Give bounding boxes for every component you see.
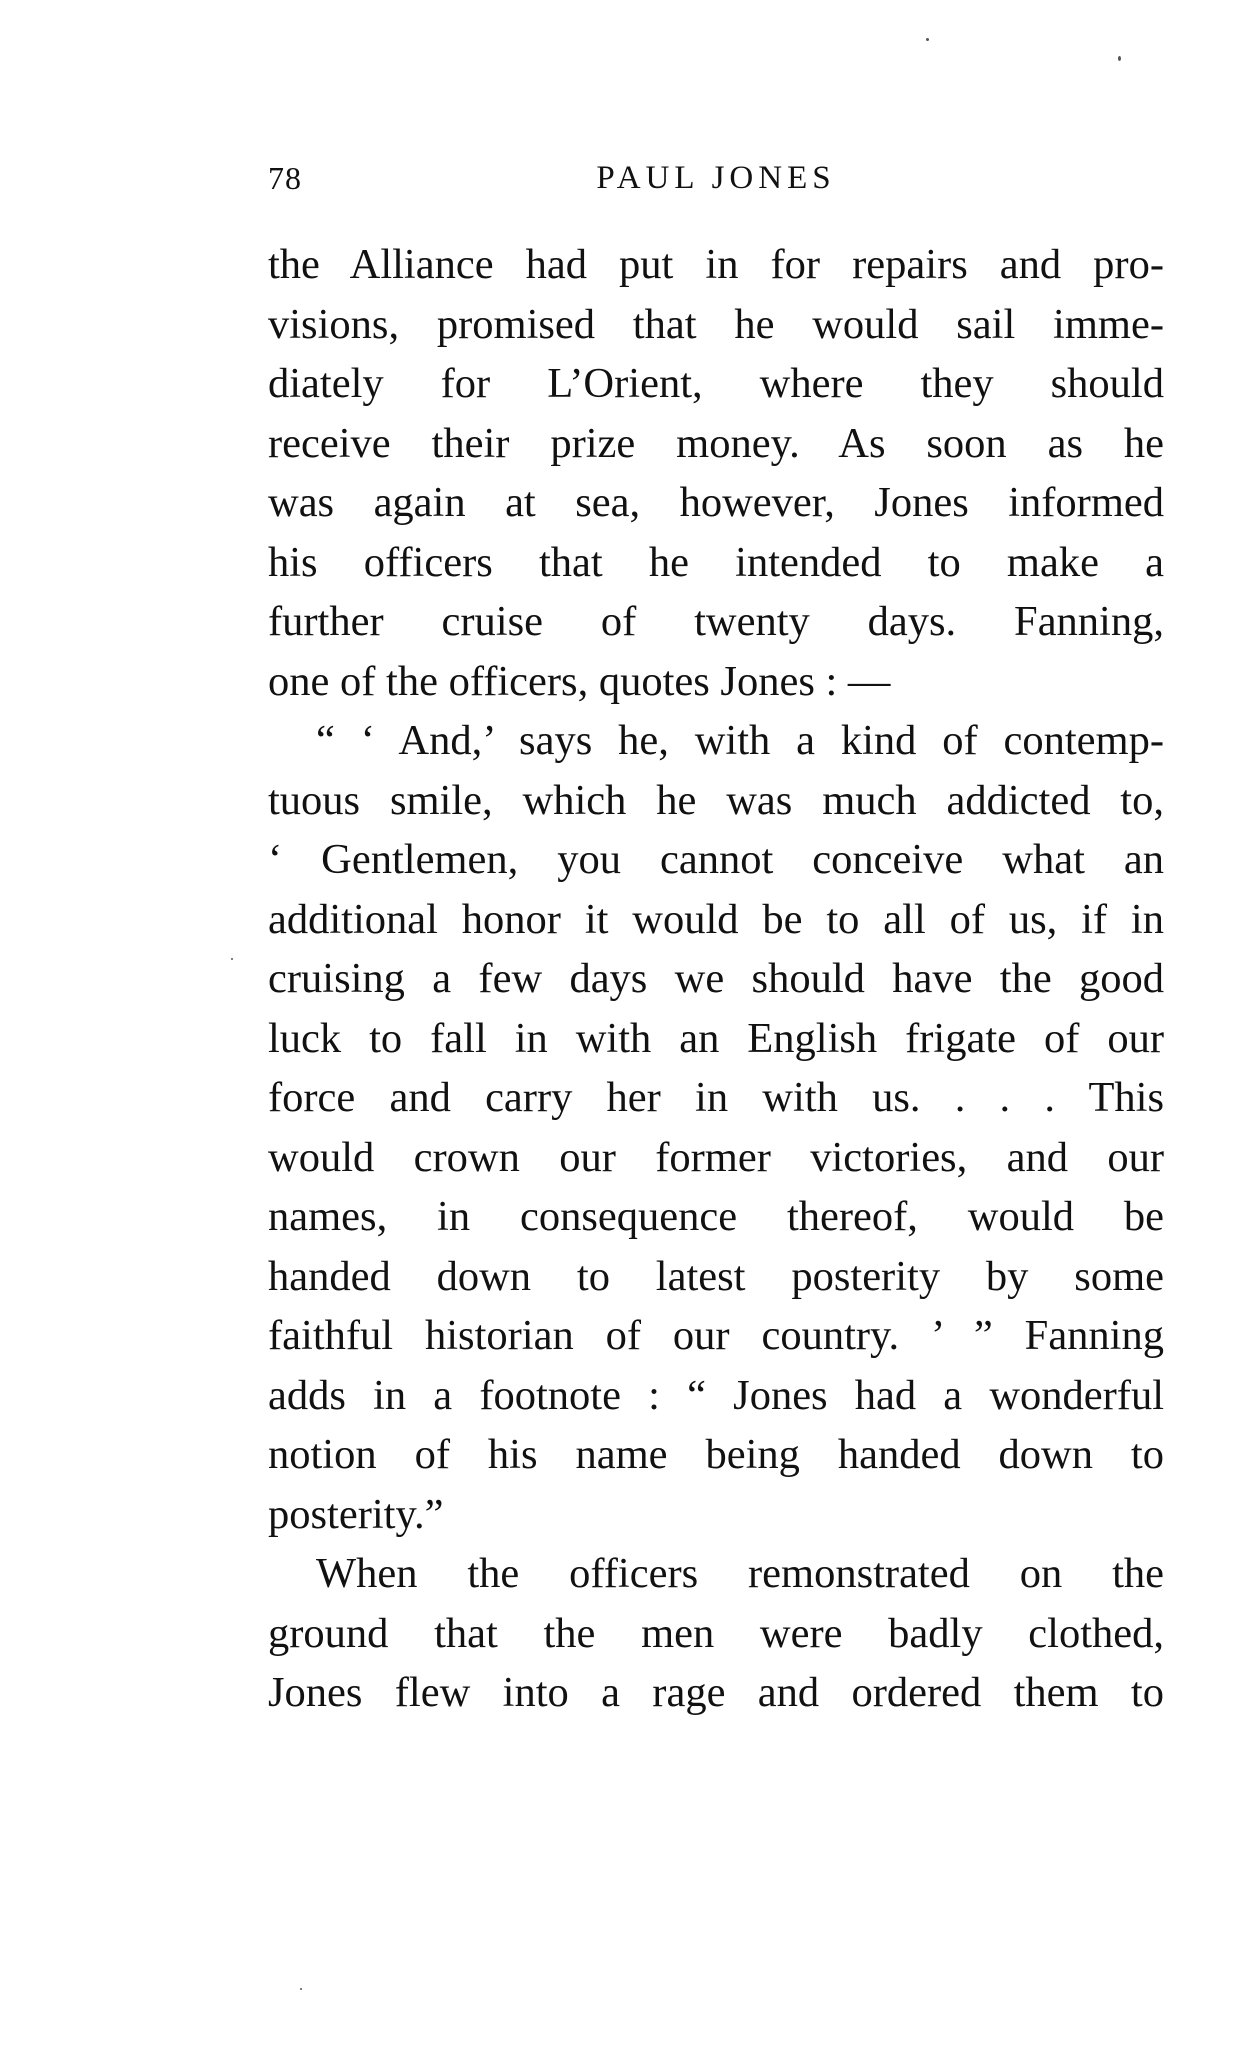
text-line: Jones flew into a rage and ordered them to <box>268 1669 1164 1716</box>
text-line: was again at sea, however, Jones informed <box>268 479 1164 526</box>
text-line: adds in a footnote : “ Jones had a wonderful <box>268 1371 1164 1419</box>
text-line: the Alliance had put in for repairs and pro- <box>268 241 1164 288</box>
scan-speck <box>231 958 233 960</box>
scan-speck <box>1118 56 1121 61</box>
running-head: PAUL JONES <box>596 160 836 196</box>
text-line: posterity.” <box>268 1490 444 1538</box>
text-line: force and carry her in with us. . . . This <box>268 1074 1164 1121</box>
text-line: ‘ Gentlemen, you cannot conceive what an <box>268 836 1164 883</box>
text-line: tuous smile, which he was much addicted to, <box>268 776 1164 824</box>
text-line: further cruise of twenty days. Fanning, <box>268 598 1164 645</box>
scan-speck <box>926 38 929 41</box>
text-line: names, in consequence thereof, would be <box>268 1193 1164 1240</box>
text-line: visions, promised that he would sail imme- <box>268 300 1164 348</box>
page-header <box>268 160 1164 210</box>
text-line: diately for L’Orient, where they should <box>268 360 1164 407</box>
body-text <box>268 235 1164 1723</box>
scan-speck <box>300 1988 302 1990</box>
text-line: “ ‘ And,’ says he, with a kind of contemp- <box>316 717 1164 764</box>
text-line: his officers that he intended to make a <box>268 538 1164 586</box>
text-line: When the officers remonstrated on the <box>316 1550 1164 1597</box>
text-line: additional honor it would be to all of us, if in <box>268 895 1164 943</box>
text-line: notion of his name being handed down to <box>268 1431 1164 1478</box>
text-line: luck to fall in with an English frigate of our <box>268 1014 1164 1062</box>
text-line: would crown our former victories, and our <box>268 1133 1164 1181</box>
text-line: handed down to latest posterity by some <box>268 1252 1164 1300</box>
text-line: receive their prize money. As soon as he <box>268 419 1164 467</box>
text-line: faithful historian of our country. ’ ” Fanning <box>268 1312 1164 1359</box>
page-number: 78 <box>268 160 302 196</box>
text-line: one of the officers, quotes Jones : — <box>268 657 891 705</box>
text-line: cruising a few days we should have the good <box>268 955 1164 1002</box>
text-line: ground that the men were badly clothed, <box>268 1609 1164 1657</box>
